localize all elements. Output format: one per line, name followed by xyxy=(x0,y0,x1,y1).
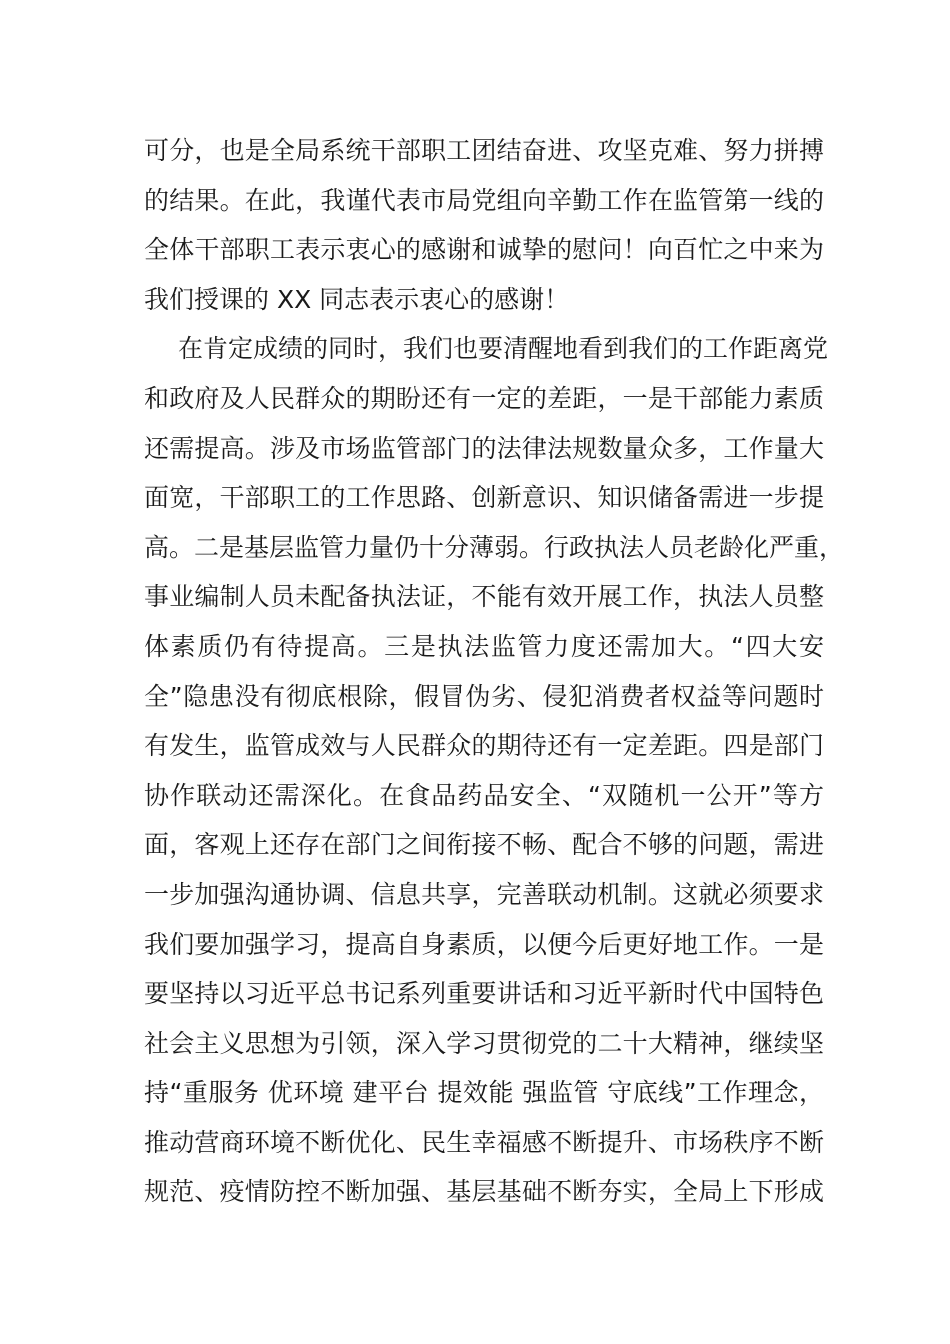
paragraph-first-line: 在肯定成绩的同时，我们也要清醒地看到我们的工作距离党 xyxy=(178,334,829,364)
text-line: 体素质仍有待提高。三是执法监管力度还需加大。“四大安 xyxy=(144,631,824,661)
text-line: 还需提高。涉及市场监管部门的法律法规数量众多，工作量大 xyxy=(144,433,824,463)
text-line: 面宽，干部职工的工作思路、创新意识、知识储备需进一步提 xyxy=(144,483,824,513)
text-line: 高。二是基层监管力量仍十分薄弱。行政执法人员老龄化严重， xyxy=(144,532,845,562)
text-line: 我们要加强学习，提高自身素质，以便今后更好地工作。一是 xyxy=(144,929,824,959)
text-line: 全”隐患没有彻底根除，假冒伪劣、侵犯消费者权益等问题时 xyxy=(144,681,824,711)
text-line: 和政府及人民群众的期盼还有一定的差距，一是干部能力素质 xyxy=(144,383,824,413)
text-line: 协作联动还需深化。在食品药品安全、“双随机一公开”等方 xyxy=(144,780,824,810)
text-line: 推动营商环境不断优化、民生幸福感不断提升、市场秩序不断 xyxy=(144,1127,824,1157)
text-line: 可分，也是全局系统干部职工团结奋进、攻坚克难、努力拼搏 xyxy=(144,136,824,165)
text-line: 全体干部职工表示衷心的感谢和诚挚的慰问！向百忙之中来为 xyxy=(144,235,824,265)
text-line: 面，客观上还存在部门之间衔接不畅、配合不够的问题，需进 xyxy=(144,830,824,860)
text-line: 有发生，监管成效与人民群众的期待还有一定差距。四是部门 xyxy=(144,731,824,761)
text-line: 我们授课的 XX 同志表示衷心的感谢！ xyxy=(144,284,570,314)
text-line: 持“重服务 优环境 建平台 提效能 强监管 守底线”工作理念， xyxy=(144,1078,824,1108)
text-line: 社会主义思想为引领，深入学习贯彻党的二十大精神，继续坚 xyxy=(144,1028,824,1058)
text-line: 要坚持以习近平总书记系列重要讲话和习近平新时代中国特色 xyxy=(144,979,824,1009)
text-line: 事业编制人员未配备执法证，不能有效开展工作，执法人员整 xyxy=(144,582,824,612)
text-line: 规范、疫情防控不断加强、基层基础不断夯实，全局上下形成 xyxy=(144,1177,824,1207)
body-text xyxy=(144,126,845,1217)
text-line: 的结果。在此，我谨代表市局党组向辛勤工作在监管第一线的 xyxy=(144,185,824,215)
text-line: 一步加强沟通协调、信息共享，完善联动机制。这就必须要求 xyxy=(144,879,824,909)
